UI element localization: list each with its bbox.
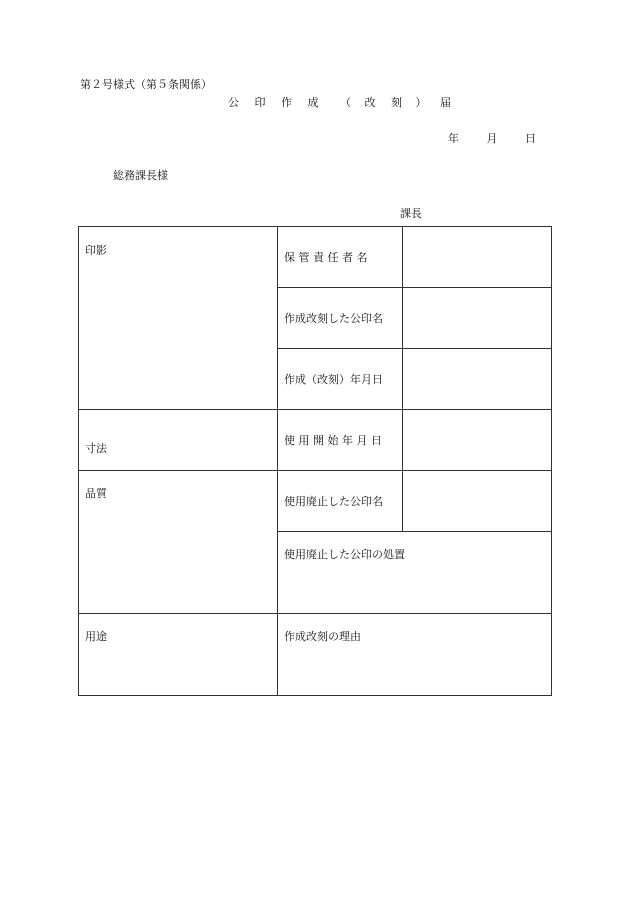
abolished-disposal-label: 使用廃止した公印の処置 xyxy=(284,548,405,561)
title-char: 刻 xyxy=(391,96,402,109)
title-char: 印 xyxy=(254,96,266,109)
title-char: 公 xyxy=(228,96,239,109)
quality-cell xyxy=(79,471,278,614)
size-label: 寸法 xyxy=(85,442,107,455)
date-day-label: 日 xyxy=(525,132,536,145)
abolished-seal-value[interactable] xyxy=(403,471,552,532)
title-char: ） xyxy=(415,96,427,109)
purpose-cell[interactable] xyxy=(79,614,278,696)
seal-name-label: 作成改刻した公印名 xyxy=(278,288,403,349)
addressee: 総務課長様 xyxy=(113,169,168,182)
creation-date-label: 作成（改刻）年月日 xyxy=(278,349,403,410)
title-char: （ xyxy=(340,96,351,109)
reason-label: 作成改刻の理由 xyxy=(284,630,361,643)
seal-impression-cell xyxy=(79,227,278,410)
abolished-seal-label: 使用廃止した公印名 xyxy=(278,471,403,532)
start-date-label: 使 用 開 始 年 月 日 xyxy=(278,410,403,471)
title-char: 成 xyxy=(307,96,319,109)
date-month-label: 月 xyxy=(486,132,498,145)
title-char: 作 xyxy=(281,96,292,109)
abolished-disposal-cell[interactable] xyxy=(278,532,552,614)
form-title xyxy=(228,94,451,110)
title-char: 改 xyxy=(364,96,376,109)
purpose-label: 用途 xyxy=(85,630,107,643)
seal-impression-label: 印影 xyxy=(85,244,107,257)
custodian-value[interactable] xyxy=(403,227,552,288)
title-char: 届 xyxy=(440,96,451,109)
seal-creation-form xyxy=(78,226,552,696)
sender-department: 課長 xyxy=(400,207,422,220)
start-date-value[interactable] xyxy=(403,410,552,471)
creation-date-value[interactable] xyxy=(403,349,552,410)
custodian-label: 保 管 責 任 者 名 xyxy=(278,227,403,288)
form-number: 第２号様式（第５条関係） xyxy=(80,78,212,91)
date-year-label: 年 xyxy=(448,132,459,145)
seal-name-value[interactable] xyxy=(403,288,552,349)
date-line xyxy=(448,130,536,146)
reason-cell[interactable] xyxy=(278,614,552,696)
quality-label: 品質 xyxy=(85,487,107,500)
size-cell xyxy=(79,410,278,471)
